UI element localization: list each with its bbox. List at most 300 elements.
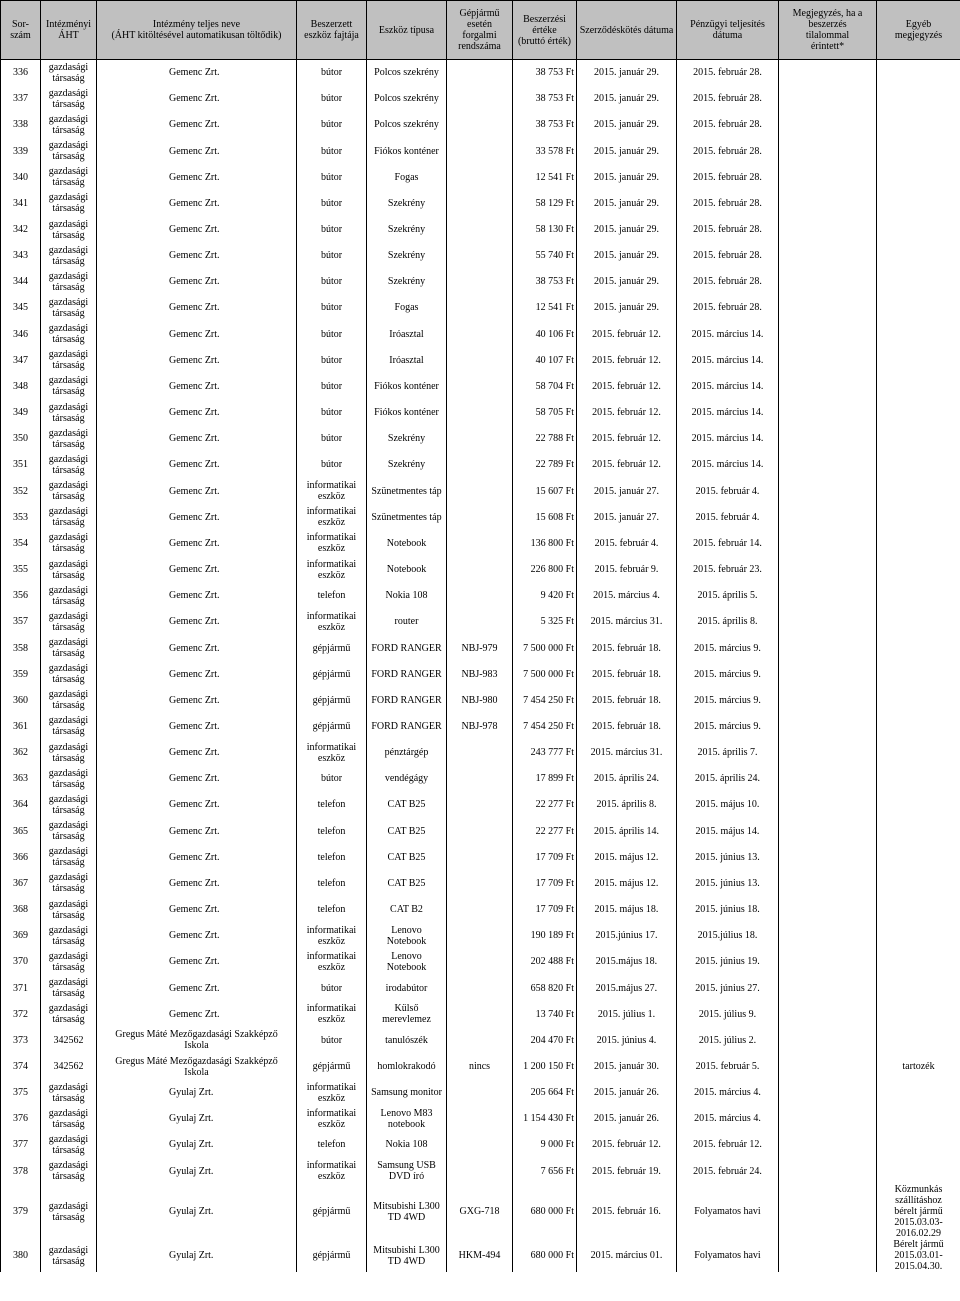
cell-other-note	[877, 60, 960, 86]
cell-row-number: 375	[1, 1080, 41, 1106]
cell-aht: 342562	[41, 1027, 97, 1053]
table-row	[1, 661, 960, 687]
cell-ban-note	[779, 635, 877, 661]
cell-asset-kind: gépjármű	[297, 1053, 367, 1079]
cell-asset-kind: telefon	[297, 792, 367, 818]
cell-asset-type: Fogas	[367, 295, 447, 321]
cell-row-number: 374	[1, 1053, 41, 1079]
table-row	[1, 1053, 960, 1079]
cell-asset-kind: informatikai eszköz	[297, 478, 367, 504]
table-row	[1, 60, 960, 86]
cell-institution-name: Gemenc Zrt.	[97, 269, 297, 295]
cell-asset-type: Samsung monitor	[367, 1080, 447, 1106]
cell-plate-number	[447, 478, 513, 504]
cell-plate-number	[447, 556, 513, 582]
cell-asset-kind: bútor	[297, 975, 367, 1001]
cell-payment-date: 2015. február 28.	[677, 243, 779, 269]
cell-ban-note	[779, 269, 877, 295]
cell-plate-number	[447, 347, 513, 373]
cell-payment-date: 2015. június 19.	[677, 949, 779, 975]
cell-row-number: 352	[1, 478, 41, 504]
cell-asset-type: Fiókos konténer	[367, 400, 447, 426]
table-row	[1, 635, 960, 661]
cell-row-number: 378	[1, 1158, 41, 1184]
cell-institution-name: Gemenc Zrt.	[97, 347, 297, 373]
cell-other-note	[877, 190, 960, 216]
cell-asset-type: tanulószék	[367, 1027, 447, 1053]
cell-row-number: 346	[1, 321, 41, 347]
table-row	[1, 190, 960, 216]
cell-asset-kind: bútor	[297, 426, 367, 452]
cell-ban-note	[779, 1080, 877, 1106]
cell-contract-date: 2015. április 24.	[577, 766, 677, 792]
table-row	[1, 556, 960, 582]
cell-contract-date: 2015. január 29.	[577, 86, 677, 112]
cell-row-number: 362	[1, 740, 41, 766]
cell-purchase-value: 17 709 Ft	[513, 897, 577, 923]
cell-other-note	[877, 400, 960, 426]
table-row	[1, 923, 960, 949]
cell-other-note	[877, 897, 960, 923]
cell-purchase-value: 7 500 000 Ft	[513, 635, 577, 661]
cell-contract-date: 2015.május 18.	[577, 949, 677, 975]
cell-payment-date: 2015. március 14.	[677, 373, 779, 399]
cell-purchase-value: 38 753 Ft	[513, 112, 577, 138]
cell-payment-date: 2015. június 13.	[677, 870, 779, 896]
cell-institution-name: Gemenc Zrt.	[97, 975, 297, 1001]
cell-plate-number: NBJ-980	[447, 687, 513, 713]
cell-institution-name: Gemenc Zrt.	[97, 661, 297, 687]
cell-payment-date: 2015. február 12.	[677, 1132, 779, 1158]
cell-purchase-value: 204 470 Ft	[513, 1027, 577, 1053]
cell-purchase-value: 680 000 Ft	[513, 1184, 577, 1239]
cell-contract-date: 2015. május 18.	[577, 897, 677, 923]
cell-asset-kind: gépjármű	[297, 1239, 367, 1272]
cell-ban-note	[779, 347, 877, 373]
cell-purchase-value: 55 740 Ft	[513, 243, 577, 269]
table-row	[1, 452, 960, 478]
cell-aht: gazdasági társaság	[41, 164, 97, 190]
cell-plate-number	[447, 1106, 513, 1132]
cell-asset-kind: bútor	[297, 295, 367, 321]
table-row	[1, 373, 960, 399]
cell-contract-date: 2015. február 18.	[577, 635, 677, 661]
cell-institution-name: Gemenc Zrt.	[97, 740, 297, 766]
cell-contract-date: 2015. február 12.	[577, 400, 677, 426]
cell-purchase-value: 22 788 Ft	[513, 426, 577, 452]
cell-asset-type: Mitsubishi L300 TD 4WD	[367, 1184, 447, 1239]
cell-purchase-value: 12 541 Ft	[513, 295, 577, 321]
cell-asset-type: Notebook	[367, 556, 447, 582]
cell-institution-name: Gemenc Zrt.	[97, 713, 297, 739]
cell-payment-date: 2015. február 28.	[677, 138, 779, 164]
cell-row-number: 349	[1, 400, 41, 426]
cell-institution-name: Gemenc Zrt.	[97, 400, 297, 426]
cell-plate-number	[447, 923, 513, 949]
table-row	[1, 530, 960, 556]
cell-ban-note	[779, 478, 877, 504]
cell-contract-date: 2015. március 4.	[577, 583, 677, 609]
cell-asset-type: Fogas	[367, 164, 447, 190]
cell-contract-date: 2015. február 12.	[577, 452, 677, 478]
cell-purchase-value: 226 800 Ft	[513, 556, 577, 582]
cell-row-number: 348	[1, 373, 41, 399]
table-row	[1, 138, 960, 164]
cell-row-number: 377	[1, 1132, 41, 1158]
cell-asset-type: homlokrakodó	[367, 1053, 447, 1079]
cell-aht: gazdasági társaság	[41, 1158, 97, 1184]
cell-payment-date: 2015. február 28.	[677, 60, 779, 86]
cell-other-note	[877, 426, 960, 452]
table-row	[1, 949, 960, 975]
cell-row-number: 351	[1, 452, 41, 478]
cell-row-number: 371	[1, 975, 41, 1001]
cell-contract-date: 2015. január 29.	[577, 243, 677, 269]
cell-institution-name: Gyulaj Zrt.	[97, 1184, 297, 1239]
cell-plate-number	[447, 373, 513, 399]
cell-asset-kind: informatikai eszköz	[297, 1080, 367, 1106]
cell-asset-kind: bútor	[297, 1027, 367, 1053]
cell-ban-note	[779, 400, 877, 426]
cell-plate-number	[447, 269, 513, 295]
cell-row-number: 363	[1, 766, 41, 792]
cell-asset-type: pénztárgép	[367, 740, 447, 766]
cell-aht: gazdasági társaság	[41, 556, 97, 582]
cell-aht: gazdasági társaság	[41, 478, 97, 504]
cell-ban-note	[779, 766, 877, 792]
cell-asset-type: FORD RANGER	[367, 687, 447, 713]
cell-contract-date: 2015. január 30.	[577, 1053, 677, 1079]
cell-other-note	[877, 713, 960, 739]
cell-other-note: Bérelt jármű 2015.03.01- 2015.04.30.	[877, 1239, 960, 1272]
cell-payment-date: 2015. március 14.	[677, 321, 779, 347]
cell-contract-date: 2015. február 12.	[577, 373, 677, 399]
cell-institution-name: Gyulaj Zrt.	[97, 1132, 297, 1158]
cell-institution-name: Gemenc Zrt.	[97, 556, 297, 582]
cell-asset-kind: bútor	[297, 112, 367, 138]
cell-asset-type: Szekrény	[367, 243, 447, 269]
cell-purchase-value: 38 753 Ft	[513, 86, 577, 112]
cell-asset-type: Szünetmentes táp	[367, 478, 447, 504]
cell-other-note	[877, 740, 960, 766]
cell-purchase-value: 58 704 Ft	[513, 373, 577, 399]
cell-asset-type: CAT B25	[367, 844, 447, 870]
table-row	[1, 766, 960, 792]
cell-payment-date: Folyamatos havi	[677, 1239, 779, 1272]
cell-row-number: 340	[1, 164, 41, 190]
table-row	[1, 321, 960, 347]
cell-aht: gazdasági társaság	[41, 426, 97, 452]
cell-payment-date: 2015. február 4.	[677, 478, 779, 504]
cell-payment-date: 2015. június 18.	[677, 897, 779, 923]
cell-aht: gazdasági társaság	[41, 583, 97, 609]
cell-aht: gazdasági társaság	[41, 243, 97, 269]
cell-plate-number	[447, 740, 513, 766]
cell-other-note	[877, 373, 960, 399]
table-row	[1, 687, 960, 713]
cell-ban-note	[779, 86, 877, 112]
cell-aht: gazdasági társaság	[41, 1132, 97, 1158]
cell-purchase-value: 58 129 Ft	[513, 190, 577, 216]
cell-asset-type: Szekrény	[367, 190, 447, 216]
cell-ban-note	[779, 243, 877, 269]
cell-purchase-value: 5 325 Ft	[513, 609, 577, 635]
cell-plate-number	[447, 1001, 513, 1027]
cell-contract-date: 2015. február 12.	[577, 347, 677, 373]
cell-payment-date: 2015. június 27.	[677, 975, 779, 1001]
cell-asset-type: router	[367, 609, 447, 635]
cell-asset-type: Szekrény	[367, 452, 447, 478]
cell-ban-note	[779, 452, 877, 478]
cell-institution-name: Gemenc Zrt.	[97, 870, 297, 896]
header-contract-date: Szerződéskötés dátuma	[577, 1, 677, 60]
cell-aht: gazdasági társaság	[41, 897, 97, 923]
cell-purchase-value: 38 753 Ft	[513, 269, 577, 295]
cell-payment-date: 2015. február 5.	[677, 1053, 779, 1079]
cell-plate-number	[447, 216, 513, 242]
cell-payment-date: 2015. március 14.	[677, 426, 779, 452]
cell-asset-type: Nokia 108	[367, 583, 447, 609]
cell-purchase-value: 205 664 Ft	[513, 1080, 577, 1106]
cell-purchase-value: 9 000 Ft	[513, 1132, 577, 1158]
cell-payment-date: 2015. február 24.	[677, 1158, 779, 1184]
cell-plate-number	[447, 949, 513, 975]
table-body	[1, 60, 960, 1273]
header-other-note: Egyéb megjegyzés	[877, 1, 960, 60]
cell-aht: gazdasági társaság	[41, 949, 97, 975]
header-asset-kind: Beszerzett eszköz fajtája	[297, 1, 367, 60]
cell-asset-kind: telefon	[297, 870, 367, 896]
cell-contract-date: 2015. február 12.	[577, 1132, 677, 1158]
cell-row-number: 370	[1, 949, 41, 975]
cell-row-number: 339	[1, 138, 41, 164]
cell-contract-date: 2015. március 31.	[577, 609, 677, 635]
cell-row-number: 344	[1, 269, 41, 295]
cell-payment-date: 2015. május 14.	[677, 818, 779, 844]
cell-ban-note	[779, 138, 877, 164]
cell-contract-date: 2015. január 29.	[577, 295, 677, 321]
cell-purchase-value: 7 454 250 Ft	[513, 713, 577, 739]
cell-asset-kind: informatikai eszköz	[297, 949, 367, 975]
cell-aht: gazdasági társaság	[41, 1001, 97, 1027]
cell-purchase-value: 243 777 Ft	[513, 740, 577, 766]
cell-institution-name: Gemenc Zrt.	[97, 426, 297, 452]
cell-payment-date: 2015. március 9.	[677, 687, 779, 713]
table-row	[1, 1080, 960, 1106]
cell-other-note	[877, 295, 960, 321]
cell-purchase-value: 7 500 000 Ft	[513, 661, 577, 687]
cell-other-note	[877, 86, 960, 112]
cell-asset-kind: bútor	[297, 400, 367, 426]
cell-asset-kind: informatikai eszköz	[297, 504, 367, 530]
cell-purchase-value: 22 277 Ft	[513, 792, 577, 818]
cell-purchase-value: 40 106 Ft	[513, 321, 577, 347]
cell-asset-kind: telefon	[297, 818, 367, 844]
cell-contract-date: 2015. január 29.	[577, 269, 677, 295]
cell-purchase-value: 1 154 430 Ft	[513, 1106, 577, 1132]
cell-plate-number	[447, 60, 513, 86]
cell-row-number: 341	[1, 190, 41, 216]
cell-contract-date: 2015. február 4.	[577, 530, 677, 556]
cell-ban-note	[779, 295, 877, 321]
table-row	[1, 870, 960, 896]
cell-asset-kind: bútor	[297, 164, 367, 190]
cell-row-number: 361	[1, 713, 41, 739]
cell-payment-date: Folyamatos havi	[677, 1184, 779, 1239]
cell-ban-note	[779, 949, 877, 975]
cell-ban-note	[779, 556, 877, 582]
cell-institution-name: Gemenc Zrt.	[97, 635, 297, 661]
cell-plate-number	[447, 86, 513, 112]
cell-payment-date: 2015. március 14.	[677, 452, 779, 478]
cell-asset-type: FORD RANGER	[367, 713, 447, 739]
cell-plate-number	[447, 818, 513, 844]
cell-purchase-value: 58 130 Ft	[513, 216, 577, 242]
cell-other-note	[877, 452, 960, 478]
cell-ban-note	[779, 792, 877, 818]
cell-ban-note	[779, 112, 877, 138]
cell-asset-type: Lenovo Notebook	[367, 949, 447, 975]
cell-asset-kind: gépjármű	[297, 687, 367, 713]
cell-aht: gazdasági társaság	[41, 609, 97, 635]
cell-asset-type: Lenovo M83 notebook	[367, 1106, 447, 1132]
cell-asset-type: Iróasztal	[367, 347, 447, 373]
cell-row-number: 379	[1, 1184, 41, 1239]
cell-purchase-value: 22 789 Ft	[513, 452, 577, 478]
cell-aht: gazdasági társaság	[41, 1080, 97, 1106]
cell-asset-kind: bútor	[297, 347, 367, 373]
cell-institution-name: Gyulaj Zrt.	[97, 1106, 297, 1132]
cell-asset-type: Nokia 108	[367, 1132, 447, 1158]
cell-contract-date: 2015. január 26.	[577, 1106, 677, 1132]
cell-contract-date: 2015. február 19.	[577, 1158, 677, 1184]
cell-asset-type: irodabútor	[367, 975, 447, 1001]
cell-plate-number	[447, 504, 513, 530]
cell-institution-name: Gemenc Zrt.	[97, 452, 297, 478]
cell-row-number: 343	[1, 243, 41, 269]
cell-ban-note	[779, 60, 877, 86]
cell-purchase-value: 658 820 Ft	[513, 975, 577, 1001]
cell-row-number: 372	[1, 1001, 41, 1027]
table-row	[1, 713, 960, 739]
cell-contract-date: 2015. február 12.	[577, 426, 677, 452]
cell-asset-type: Fiókos konténer	[367, 138, 447, 164]
cell-payment-date: 2015. február 28.	[677, 190, 779, 216]
cell-contract-date: 2015. január 29.	[577, 112, 677, 138]
cell-contract-date: 2015. március 01.	[577, 1239, 677, 1272]
cell-asset-kind: bútor	[297, 269, 367, 295]
cell-asset-kind: informatikai eszköz	[297, 1158, 367, 1184]
cell-ban-note	[779, 1184, 877, 1239]
cell-purchase-value: 15 607 Ft	[513, 478, 577, 504]
cell-institution-name: Gemenc Zrt.	[97, 530, 297, 556]
cell-aht: gazdasági társaság	[41, 818, 97, 844]
cell-other-note	[877, 504, 960, 530]
cell-ban-note	[779, 373, 877, 399]
cell-ban-note	[779, 1158, 877, 1184]
cell-asset-type: Polcos szekrény	[367, 86, 447, 112]
cell-other-note	[877, 1106, 960, 1132]
cell-asset-type: Polcos szekrény	[367, 112, 447, 138]
cell-contract-date: 2015. február 18.	[577, 713, 677, 739]
cell-other-note	[877, 1001, 960, 1027]
cell-institution-name: Gregus Máté Mezőgazdasági Szakképző Iskola	[97, 1027, 297, 1053]
cell-institution-name: Gemenc Zrt.	[97, 321, 297, 347]
cell-payment-date: 2015. március 9.	[677, 635, 779, 661]
cell-institution-name: Gyulaj Zrt.	[97, 1158, 297, 1184]
table-row	[1, 792, 960, 818]
cell-institution-name: Gyulaj Zrt.	[97, 1239, 297, 1272]
cell-aht: gazdasági társaság	[41, 321, 97, 347]
cell-plate-number	[447, 426, 513, 452]
cell-asset-kind: telefon	[297, 844, 367, 870]
table-row	[1, 1132, 960, 1158]
cell-institution-name: Gemenc Zrt.	[97, 164, 297, 190]
cell-asset-kind: gépjármű	[297, 713, 367, 739]
cell-ban-note	[779, 897, 877, 923]
cell-asset-kind: telefon	[297, 897, 367, 923]
table-row	[1, 897, 960, 923]
cell-plate-number: NBJ-979	[447, 635, 513, 661]
table-row	[1, 1184, 960, 1239]
cell-payment-date: 2015. február 28.	[677, 295, 779, 321]
cell-institution-name: Gemenc Zrt.	[97, 373, 297, 399]
cell-asset-kind: bútor	[297, 190, 367, 216]
cell-contract-date: 2015. január 29.	[577, 60, 677, 86]
cell-purchase-value: 202 488 Ft	[513, 949, 577, 975]
cell-institution-name: Gemenc Zrt.	[97, 687, 297, 713]
cell-aht: gazdasági társaság	[41, 295, 97, 321]
cell-plate-number	[447, 1080, 513, 1106]
cell-asset-type: CAT B25	[367, 870, 447, 896]
cell-asset-kind: bútor	[297, 766, 367, 792]
table-row	[1, 112, 960, 138]
cell-ban-note	[779, 426, 877, 452]
cell-row-number: 364	[1, 792, 41, 818]
cell-plate-number	[447, 190, 513, 216]
cell-payment-date: 2015. április 5.	[677, 583, 779, 609]
cell-asset-kind: bútor	[297, 243, 367, 269]
cell-other-note	[877, 766, 960, 792]
cell-row-number: 357	[1, 609, 41, 635]
cell-payment-date: 2015. április 8.	[677, 609, 779, 635]
cell-other-note	[877, 216, 960, 242]
table-row	[1, 295, 960, 321]
cell-aht: gazdasági társaság	[41, 740, 97, 766]
cell-ban-note	[779, 923, 877, 949]
cell-ban-note	[779, 1027, 877, 1053]
table-row	[1, 504, 960, 530]
table-row	[1, 400, 960, 426]
cell-payment-date: 2015. február 28.	[677, 112, 779, 138]
header-asset-type: Eszköz típusa	[367, 1, 447, 60]
cell-payment-date: 2015. április 24.	[677, 766, 779, 792]
cell-purchase-value: 13 740 Ft	[513, 1001, 577, 1027]
cell-contract-date: 2015. július 1.	[577, 1001, 677, 1027]
cell-row-number: 358	[1, 635, 41, 661]
cell-plate-number	[447, 530, 513, 556]
cell-institution-name: Gemenc Zrt.	[97, 86, 297, 112]
cell-purchase-value: 17 709 Ft	[513, 870, 577, 896]
cell-plate-number	[447, 792, 513, 818]
cell-payment-date: 2015. február 28.	[677, 269, 779, 295]
cell-other-note	[877, 661, 960, 687]
cell-institution-name: Gemenc Zrt.	[97, 766, 297, 792]
cell-asset-kind: telefon	[297, 583, 367, 609]
cell-institution-name: Gemenc Zrt.	[97, 818, 297, 844]
cell-other-note	[877, 164, 960, 190]
cell-row-number: 367	[1, 870, 41, 896]
